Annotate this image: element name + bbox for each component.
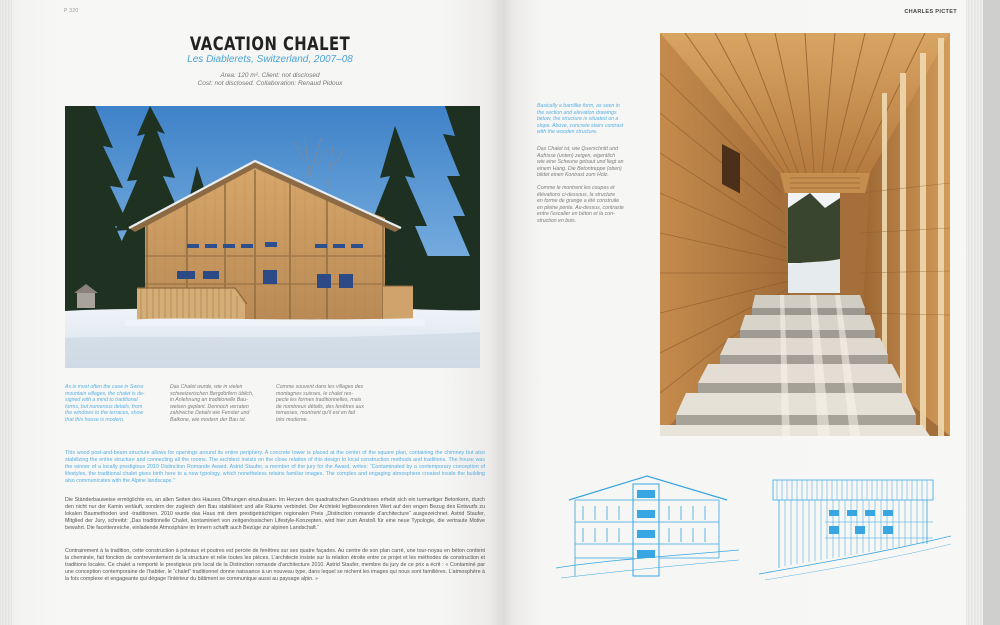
caption-line: Basically a barnlike form, as seen in — [537, 103, 620, 109]
caption-line: Comme le montrent les coupes et — [537, 185, 615, 191]
caption-line: that this house is modern. — [65, 416, 125, 423]
caption-line: forms, but numerous details, from — [65, 403, 143, 410]
concrete-stair-photo — [660, 33, 950, 436]
body-text-german: Die Ständerbauweise ermöglichte es, an allen Seiten des Hauses Öffnungen einzubauen. Im Herzen des quadratischen Grundrisses erhebt sich ein turmartiger Betonkern, durch den nicht nur der Kamin verläuft, sondern der zugleich den Bau stabilisiert und alle Räume verbindet. Der Architekt legtbesonderen Wert auf den engen Bezug des Entwurfs zu lokalen Baumethoden und -traditionen. 2010 wurde das Haus mit dem prestigeträchtigen regionalen Preis „Distinction romande d'architecture“ ausgezeichnet. Astrid Staufer, Mitglied der Jury, schreibt: „Das traditionelle Chalet, kontaminiert von zeitgenössischen Lifestyle-Konzepten, wird hier zum Anstoß für eine neue Typologie, die vertraute Motive bewahrt. Die facettenreiche, einladende Atmosphäre im Innern schafft auch Bezüge zur alpinen Landschaft.“ — [65, 497, 485, 531]
caption-line: en pleine pente. Au-dessus, contraste — [537, 204, 624, 211]
caption-line: de nombreux détails, des fenêtres aux — [276, 403, 364, 410]
caption-line: terrasses, montrent qu'il est en fait — [276, 410, 356, 417]
caption-line: entre l'escalier en béton et la con- — [537, 211, 615, 218]
caption-line: wie eine Scheune gebaut und liegt an — [537, 159, 624, 166]
right-page — [503, 0, 983, 625]
caption-line: einem Hang. Die Betontreppe (oben) — [537, 165, 622, 172]
caption-line: As is most often the case in Swiss — [65, 384, 144, 390]
meta-area-client: Area: 120 m². Client: not disclosed — [220, 72, 320, 79]
caption-line: schweizerischen Bergdörfern üblich, — [170, 390, 254, 397]
caption-line: pecte les formes traditionnelles, mais — [276, 397, 362, 404]
caption-line: the section and elevation drawings — [537, 109, 617, 116]
section-drawing — [551, 470, 741, 588]
caption-line: Das Chalet wurde, wie in vielen — [170, 384, 243, 390]
caption-line: Balkone, wie modern der Bau ist. — [170, 416, 247, 423]
page-number: P 320 — [64, 8, 79, 14]
running-head: CHARLES PICTET — [904, 9, 957, 15]
caption-fr — [537, 185, 624, 225]
caption-line: zahlreiche Details wie Fenster und — [170, 410, 250, 417]
caption-line: struction en bois. — [537, 217, 577, 224]
caption-de — [170, 384, 253, 424]
caption-en — [537, 103, 623, 136]
caption-line: élévations ci-dessous, la structure — [537, 191, 616, 198]
project-meta — [150, 72, 390, 89]
caption-fr — [276, 384, 364, 424]
caption-line: below, the structure is situated on a — [537, 116, 619, 123]
caption-line: with the wooden structure. — [537, 129, 598, 136]
caption-line: Das Chalet ist, wie Querschnitt und — [537, 146, 619, 152]
page-edges-left — [0, 0, 12, 625]
page-edges-right — [966, 0, 983, 625]
caption-line: bildet einen Kontrast zum Holz. — [537, 172, 609, 179]
caption-line: mountain villages, the chalet is de- — [65, 390, 145, 397]
project-location: Les Diablerets, Switzerland, 2007–08 — [187, 54, 353, 65]
caption-line: the windows to the terraces, show — [65, 410, 144, 417]
caption-de — [537, 146, 624, 179]
page-title: VACATION CHALET — [189, 33, 351, 55]
caption-line: montagnes suisses, le chalet res- — [276, 390, 353, 397]
chalet-exterior-photo — [65, 106, 480, 368]
elevation-drawing — [755, 470, 953, 588]
caption-line: signed with a mind to traditional — [65, 397, 138, 404]
caption-line: Aufrisse (unten) zeigen, eigentlich — [537, 152, 616, 159]
caption-line: très moderne. — [276, 416, 309, 423]
meta-cost-collaboration: Cost: not disclosed. Collaboration: Renaud Pidoux — [197, 80, 343, 88]
caption-line: en forme de grange a été construite — [537, 198, 620, 205]
caption-en — [65, 384, 145, 424]
caption-line: slope. Above, concrete stairs contrast — [537, 122, 624, 129]
body-text-french: Contrairement à la tradition, cette construction à poteaux et poutres est percée de fenêtres sur ses quatre façades. Au centre de son plan carré, une tour-noyau en béton contient la cheminée, fait fonction de contreventement de la structure et relie toutes les pièces. L'architecte insiste sur la relation étroite entre ce projet et les méthodes de construction et traditions locales. Ce chalet a remporté le prestigieux prix local de la Distinction romande d'architecture 2010. Astrid Staufer, membre du jury de ce prix a écrit : « Contaminé par une conception contemporaine de l'habiter, le “chalet” traditionnel donne naissance à un nouveau type, dans lequel se nichent les images qui nous sont familières. L'atmosphère à la fois complexe et engageante qui dégage l'intérieur du bâtiment se communique aussi au paysage alpin. » — [65, 548, 485, 582]
caption-line: in Anlehnung an traditionelle Bau- — [170, 397, 248, 404]
body-text-english: This wood post-and-beam structure allows for openings around its entire periphery. A concrete tower is placed at the center of the square plan, containing the chimney but also stabilizing the entire structure and connecting all the rooms. The architect insists on the close relation of this design to local construction methods and traditions. The house was the winner of a locally prestigious 2010 Distinction Romande Award. Astrid Staufer, a member of the jury for the Award, writes: “Contaminated by a contemporary conception of lifestyles, the traditional chalet gives birth here to a new typology, which nonetheless retains familiar images. The complex and engaging atmosphere created inside the building also communicates with the Alpine landscape.” — [65, 450, 485, 484]
caption-line: Comme souvent dans les villages des — [276, 384, 364, 390]
caption-line: weisen geplant. Dennoch verraten — [170, 403, 249, 410]
